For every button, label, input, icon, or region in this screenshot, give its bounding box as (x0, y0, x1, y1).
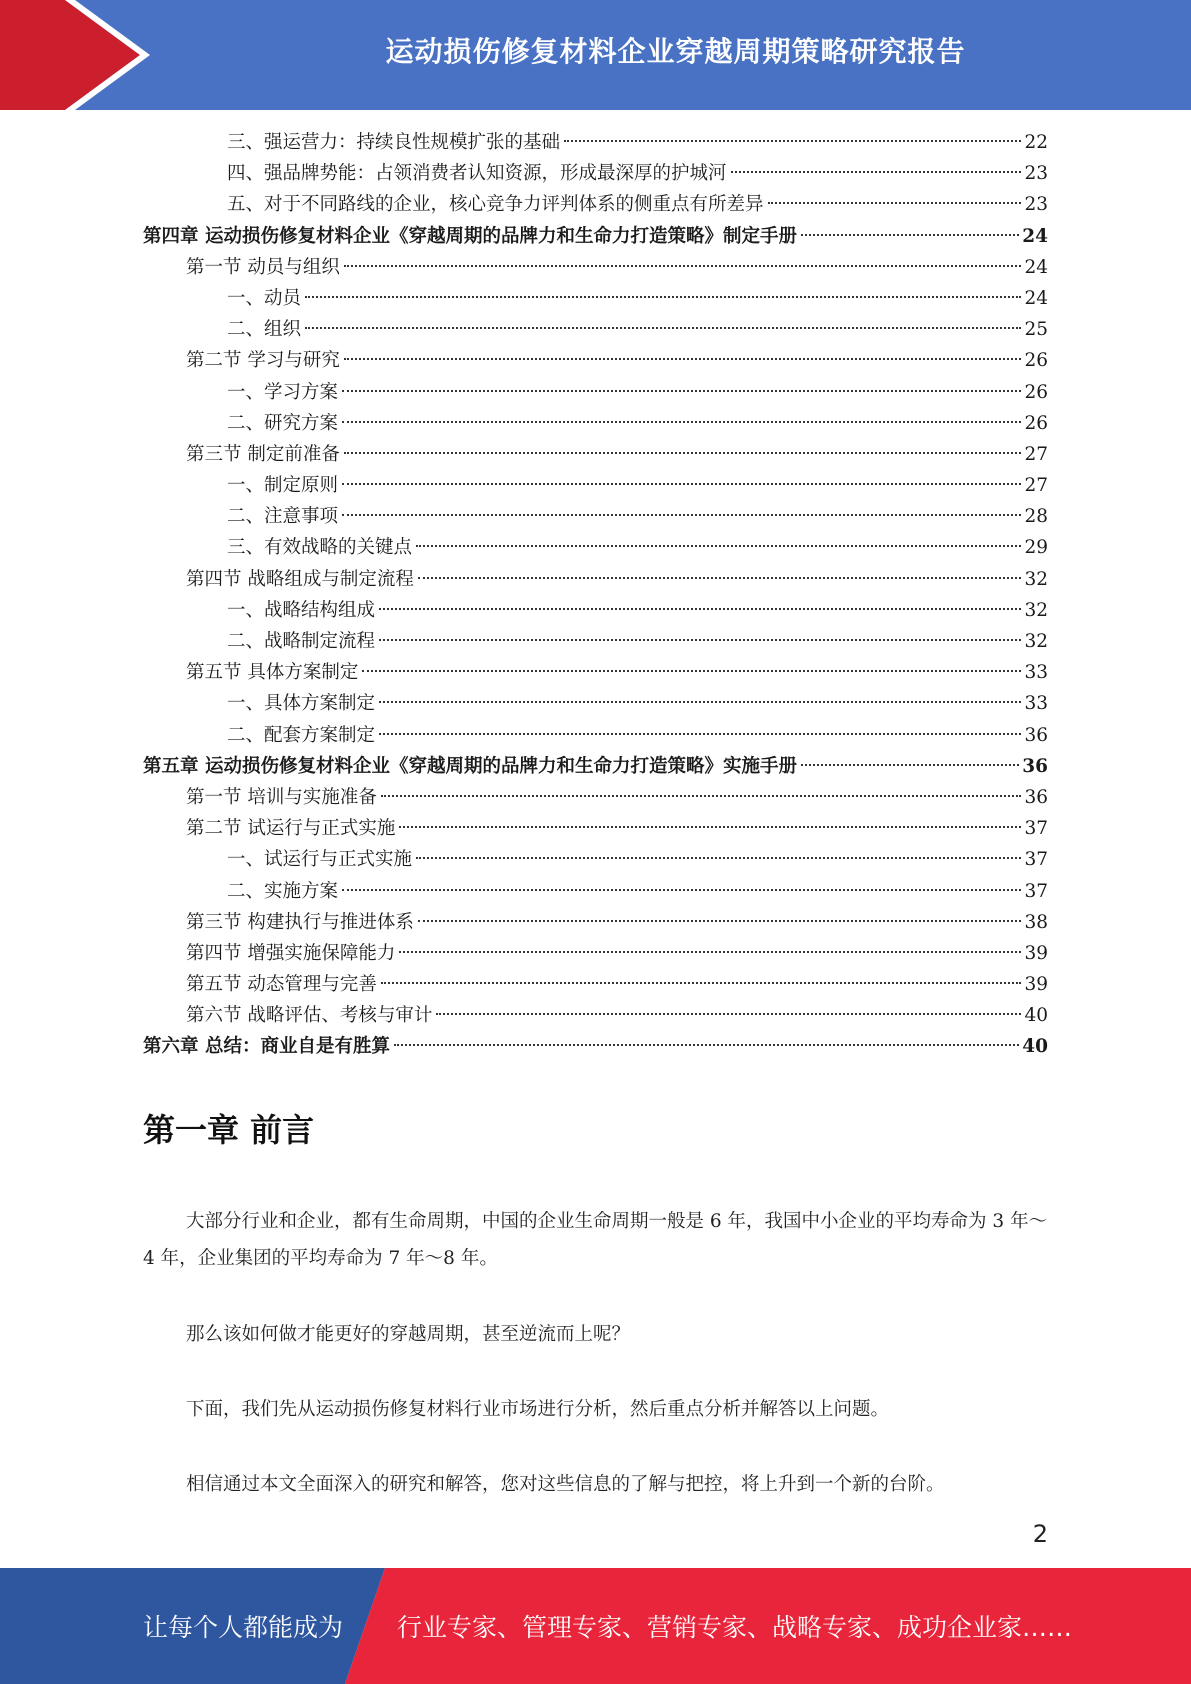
toc-entry-title: 第一节 动员与组织 (186, 256, 340, 278)
toc-entry-page: 40 (1022, 1036, 1048, 1058)
toc-section-entry[interactable] (143, 782, 1048, 813)
toc-entry-title: 二、注意事项 (227, 506, 339, 528)
toc-entry-page: 40 (1024, 1005, 1048, 1027)
toc-entry-title: 第二节 学习与研究 (186, 350, 340, 372)
toc-dot-leader (305, 327, 1021, 329)
toc-dot-leader (731, 171, 1022, 173)
body-paragraph-1-wrap (143, 1203, 1048, 1277)
toc-subsection-entry[interactable] (143, 158, 1048, 189)
toc-section-entry[interactable] (143, 657, 1048, 688)
report-title: 运动损伤修复材料企业穿越周期策略研究报告 (385, 35, 966, 68)
toc-entry-title: 一、具体方案制定 (227, 693, 376, 715)
toc-entry-page: 36 (1024, 786, 1048, 808)
toc-entry-page: 37 (1024, 818, 1048, 840)
toc-dot-leader (399, 826, 1021, 828)
toc-entry-page: 36 (1022, 755, 1048, 777)
toc-dot-leader (344, 265, 1022, 267)
toc-entry-title: 第五章 运动损伤修复材料企业《穿越周期的品牌力和生命力打造策略》实施手册 (143, 755, 797, 777)
toc-dot-leader (418, 920, 1022, 922)
toc-dot-leader (381, 982, 1022, 984)
toc-entry-title: 二、组织 (227, 319, 302, 341)
toc-subsection-entry[interactable] (143, 127, 1048, 158)
toc-entry-page: 26 (1024, 412, 1048, 434)
toc-entry-title: 一、战略结构组成 (227, 599, 376, 621)
toc-chapter-entry[interactable] (143, 1031, 1048, 1062)
toc-section-entry[interactable] (143, 938, 1048, 969)
toc-entry-title: 第二节 试运行与正式实施 (186, 818, 396, 840)
toc-subsection-entry[interactable] (143, 377, 1048, 408)
toc-dot-leader (379, 701, 1021, 703)
toc-chapter-entry[interactable] (143, 221, 1048, 252)
toc-section-entry[interactable] (143, 439, 1048, 470)
page-header (0, 0, 1191, 110)
toc-entry-page: 37 (1024, 849, 1048, 871)
toc-entry-page: 32 (1024, 599, 1048, 621)
toc-entry-page: 28 (1024, 506, 1048, 528)
toc-entry-page: 24 (1024, 287, 1048, 309)
toc-entry-page: 33 (1024, 693, 1048, 715)
toc-subsection-entry[interactable] (143, 470, 1048, 501)
toc-dot-leader (381, 795, 1022, 797)
toc-entry-page: 39 (1024, 974, 1048, 996)
toc-dot-leader (416, 857, 1021, 859)
toc-entry-title: 五、对于不同路线的企业，核心竞争力评判体系的侧重点有所差异 (227, 194, 764, 216)
toc-dot-leader (362, 670, 1021, 672)
body-paragraph-4-wrap (143, 1466, 1048, 1503)
toc-dot-leader (344, 452, 1022, 454)
body-paragraph: 大部分行业和企业，都有生命周期，中国的企业生命周期一般是 6 年，我国中小企业的平均寿命为 3 年～4 年，企业集团的平均寿命为 7 年～8 年。 (143, 1211, 1048, 1269)
toc-entry-title: 第五节 动态管理与完善 (186, 974, 377, 996)
toc-entry-title: 二、战略制定流程 (227, 631, 376, 652)
toc-entry-title: 三、强运营力：持续良性规模扩张的基础 (227, 132, 561, 153)
toc-dot-leader (379, 733, 1021, 735)
toc-subsection-entry[interactable] (143, 626, 1048, 657)
toc-subsection-entry[interactable] (143, 844, 1048, 875)
toc-entry-page: 25 (1024, 319, 1048, 341)
toc-entry-title: 一、试运行与正式实施 (227, 849, 413, 871)
toc-dot-leader (399, 951, 1021, 953)
toc-entry-title: 第四节 增强实施保障能力 (186, 942, 396, 964)
toc-entry-page: 23 (1024, 194, 1048, 216)
toc-dot-leader (394, 1044, 1019, 1046)
toc-entry-page: 39 (1024, 942, 1048, 964)
page-number: 2 (1032, 1520, 1048, 1548)
toc-entry-page: 32 (1024, 631, 1048, 652)
toc-entry-page: 38 (1024, 911, 1048, 933)
toc-entry-title: 二、配套方案制定 (227, 724, 376, 746)
toc-entry-title: 第六节 战略评估、考核与审计 (186, 1005, 433, 1027)
toc-dot-leader (801, 764, 1019, 766)
header-arrow-decoration (0, 0, 160, 110)
toc-dot-leader (768, 202, 1022, 204)
toc-section-entry[interactable] (143, 907, 1048, 938)
toc-subsection-entry[interactable] (143, 876, 1048, 907)
toc-subsection-entry[interactable] (143, 595, 1048, 626)
toc-entry-title: 三、有效战略的关键点 (227, 537, 413, 559)
page-footer (0, 1568, 1191, 1684)
footer-slogan-right: 行业专家、管理专家、营销专家、战略专家、成功企业家…… (397, 1613, 1073, 1642)
toc-section-entry[interactable] (143, 345, 1048, 376)
toc-entry-page: 27 (1024, 475, 1048, 497)
toc-entry-title: 第四章 运动损伤修复材料企业《穿越周期的品牌力和生命力打造策略》制定手册 (143, 225, 797, 247)
body-paragraph-3-wrap (143, 1391, 1048, 1428)
toc-subsection-entry[interactable] (143, 189, 1048, 220)
toc-dot-leader (418, 577, 1022, 579)
toc-entry-title: 四、强品牌势能：占领消费者认知资源，形成最深厚的护城河 (227, 163, 727, 185)
toc-dot-leader (801, 234, 1019, 236)
toc-entry-page: 36 (1024, 724, 1048, 746)
toc-entry-title: 第三节 构建执行与推进体系 (186, 911, 414, 933)
toc-section-entry[interactable] (143, 969, 1048, 1000)
toc-entry-title: 第六章 总结：商业自是有胜算 (143, 1036, 390, 1058)
toc-dot-leader (305, 296, 1021, 298)
chapter-heading: 第一章 前言 (143, 1111, 315, 1149)
toc-dot-leader (436, 1013, 1021, 1015)
toc-section-entry[interactable] (143, 564, 1048, 595)
table-of-contents (143, 127, 1048, 1063)
toc-entry-title: 一、学习方案 (227, 381, 339, 403)
toc-entry-page: 26 (1024, 350, 1048, 372)
toc-subsection-entry[interactable] (143, 688, 1048, 719)
toc-entry-title: 二、实施方案 (227, 880, 339, 902)
toc-entry-page: 37 (1024, 880, 1048, 902)
toc-subsection-entry[interactable] (143, 532, 1048, 563)
toc-entry-title: 第三节 制定前准备 (186, 443, 340, 465)
toc-dot-leader (342, 889, 1021, 891)
toc-section-entry[interactable] (143, 813, 1048, 844)
toc-entry-title: 第五节 具体方案制定 (186, 662, 359, 684)
toc-subsection-entry[interactable] (143, 283, 1048, 314)
body-paragraph: 那么该如何做才能更好的穿越周期，甚至逆流而上呢？ (186, 1324, 631, 1345)
body-paragraph: 相信通过本文全面深入的研究和解答，您对这些信息的了解与把控，将上升到一个新的台阶。 (186, 1474, 945, 1495)
toc-dot-leader (342, 483, 1021, 485)
toc-entry-page: 24 (1022, 225, 1048, 247)
toc-section-entry[interactable] (143, 252, 1048, 283)
toc-dot-leader (379, 639, 1021, 641)
toc-subsection-entry[interactable] (143, 720, 1048, 751)
toc-entry-title: 第四节 战略组成与制定流程 (186, 568, 414, 590)
toc-entry-title: 第一节 培训与实施准备 (186, 786, 377, 808)
toc-entry-page: 33 (1024, 662, 1048, 684)
toc-dot-leader (342, 421, 1021, 423)
toc-entry-page: 23 (1024, 163, 1048, 185)
toc-chapter-entry[interactable] (143, 751, 1048, 782)
toc-subsection-entry[interactable] (143, 408, 1048, 439)
toc-entry-page: 22 (1024, 132, 1048, 153)
toc-entry-title: 二、研究方案 (227, 412, 339, 434)
body-paragraph-2-wrap (143, 1316, 1048, 1353)
toc-entry-page: 32 (1024, 568, 1048, 590)
toc-dot-leader (379, 608, 1021, 610)
toc-dot-leader (416, 545, 1021, 547)
toc-subsection-entry[interactable] (143, 501, 1048, 532)
footer-slogan-left: 让每个人都能成为 (143, 1613, 344, 1642)
toc-entry-page: 29 (1024, 537, 1048, 559)
toc-dot-leader (342, 390, 1021, 392)
toc-entry-title: 一、制定原则 (227, 475, 339, 497)
toc-subsection-entry[interactable] (143, 314, 1048, 345)
toc-entry-title: 一、动员 (227, 287, 302, 309)
body-paragraph: 下面，我们先从运动损伤修复材料行业市场进行分析，然后重点分析并解答以上问题。 (186, 1399, 890, 1420)
toc-dot-leader (564, 140, 1021, 142)
toc-dot-leader (344, 358, 1022, 360)
toc-entry-page: 24 (1024, 256, 1048, 278)
toc-dot-leader (342, 514, 1021, 516)
toc-entry-page: 27 (1024, 443, 1048, 465)
toc-entry-page: 26 (1024, 381, 1048, 403)
toc-section-entry[interactable] (143, 1000, 1048, 1031)
